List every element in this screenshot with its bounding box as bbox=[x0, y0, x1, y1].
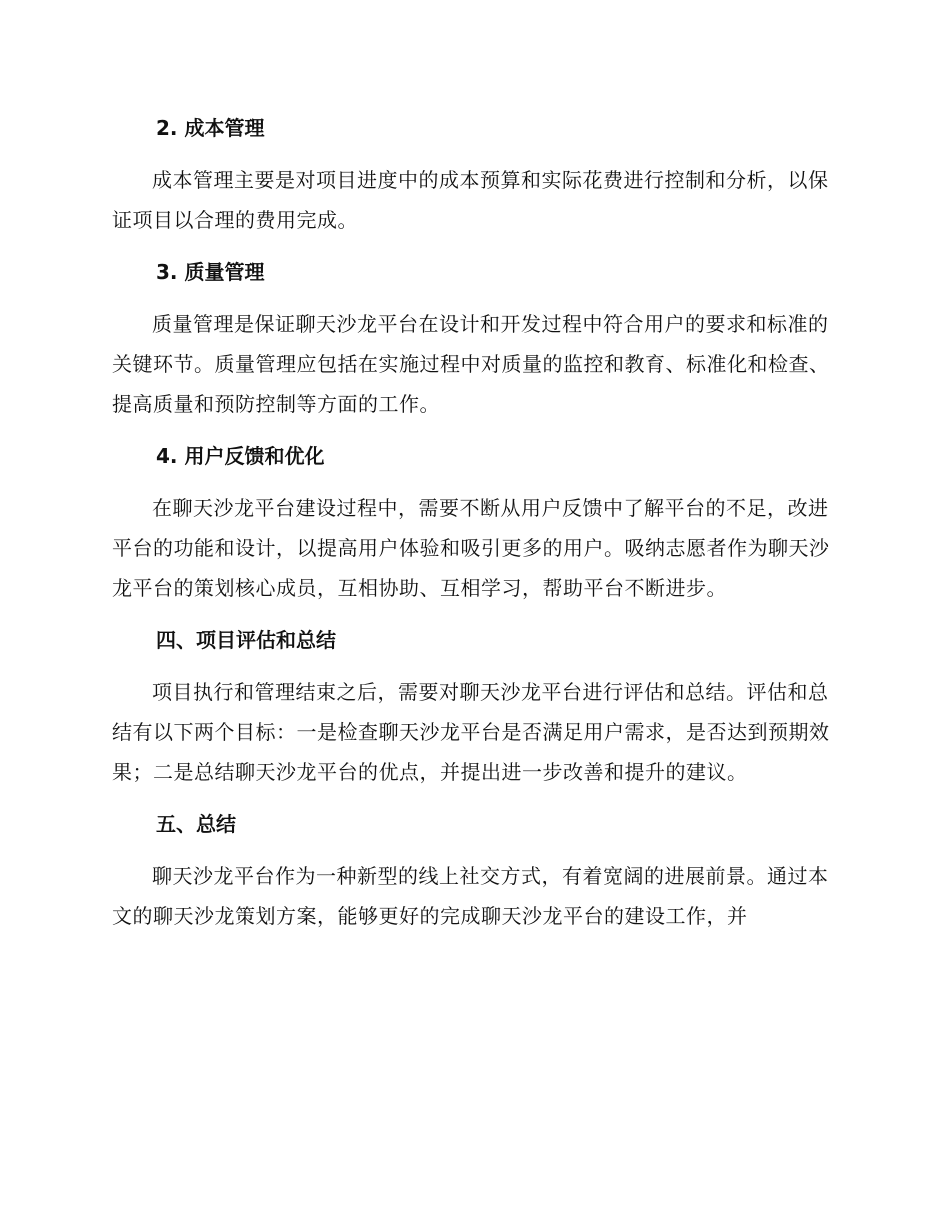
section-paragraph-summary: 聊天沙龙平台作为一种新型的线上社交方式，有着宽阔的进展前景。通过本文的聊天沙龙策划方案，能够更好的完成聊天沙龙平台的建设工作，并 bbox=[112, 864, 829, 928]
section-heading-project-evaluation: 四、项目评估和总结 bbox=[156, 628, 336, 652]
document-body bbox=[112, 108, 832, 936]
section-heading-user-feedback: 4. 用户反馈和优化 bbox=[156, 444, 325, 468]
section-paragraph-project-evaluation: 项目执行和管理结束之后，需要对聊天沙龙平台进行评估和总结。评估和总结有以下两个目标：一是检查聊天沙龙平台是否满足用户需求，是否达到预期效果；二是总结聊天沙龙平台的优点，并提出进一步改善和提升的建议。 bbox=[112, 680, 830, 784]
section-heading-quality-management: 3. 质量管理 bbox=[156, 260, 265, 284]
section-paragraph-user-feedback: 在聊天沙龙平台建设过程中，需要不断从用户反馈中了解平台的不足，改进平台的功能和设计，以提高用户体验和吸引更多的用户。吸纳志愿者作为聊天沙龙平台的策划核心成员，互相协助、互相学习，帮助平台不断进步。 bbox=[112, 496, 830, 600]
section-paragraph-cost-management: 成本管理主要是对项目进度中的成本预算和实际花费进行控制和分析，以保证项目以合理的费用完成。 bbox=[112, 168, 829, 232]
section-heading-cost-management: 2. 成本管理 bbox=[156, 116, 265, 140]
section-paragraph-quality-management: 质量管理是保证聊天沙龙平台在设计和开发过程中符合用户的要求和标准的关键环节。质量管理应包括在实施过程中对质量的监控和教育、标准化和检查、提高质量和预防控制等方面的工作。 bbox=[112, 312, 830, 416]
section-heading-summary: 五、总结 bbox=[156, 812, 236, 836]
